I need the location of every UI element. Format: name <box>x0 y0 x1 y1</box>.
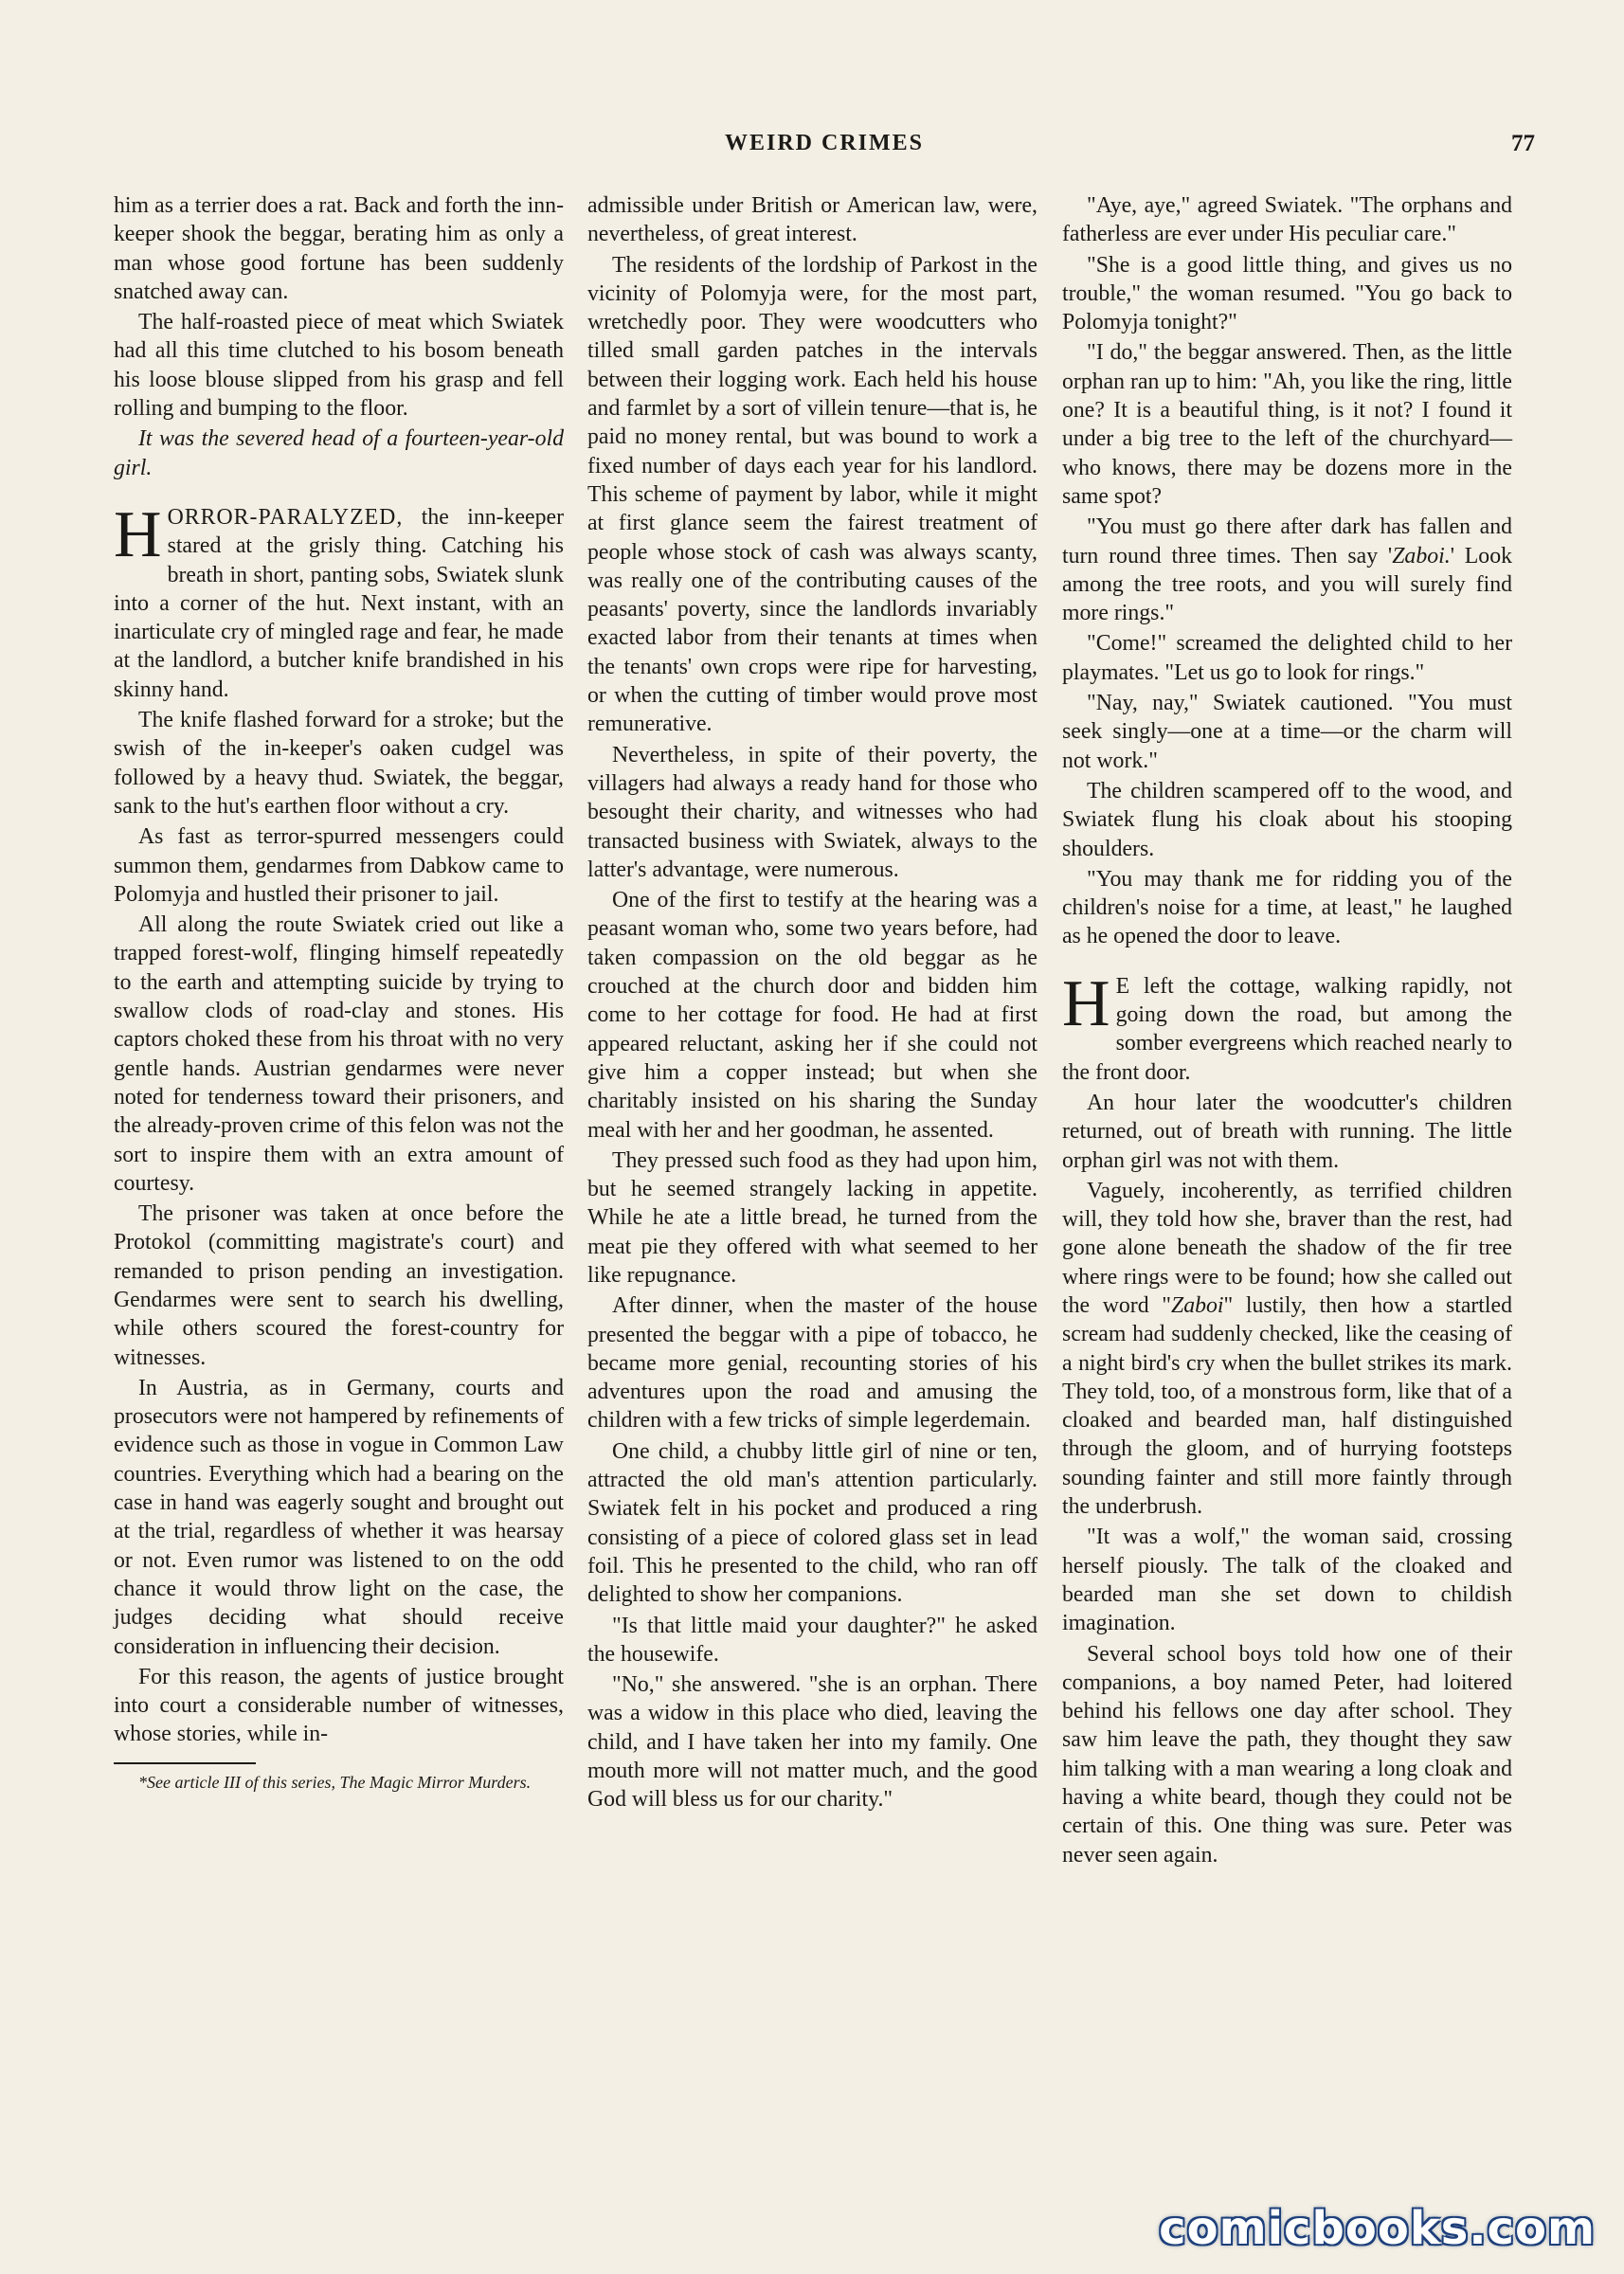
paragraph: Several school boys told how one of their companions, a boy named Peter, had loitered behind his fellows one day after school. They saw him leave the path, they thought they saw him talking with a man wearing a long cloak and having a white beard, though they could not be certain of this. One thing was sure. Peter was never seen again. <box>1062 1641 1512 1868</box>
paragraph <box>1062 1177 1512 1522</box>
italic-word: Zaboi <box>1171 1292 1224 1318</box>
paragraph: "Aye, aye," agreed Swiatek. "The orphans and fatherless are ever under His peculiar care." <box>1062 193 1512 247</box>
paragraph: "No," she answered. "she is an orphan. There was a widow in this place who died, leaving the child, and I have taken her into my family. One mouth more will not matter much, and the good God will bless us for our charity." <box>587 1672 1038 1813</box>
paragraph-text: E left the cottage, walking rapidly, not going down the road, but among the somber evergreens which reached nearly to the front door. <box>1062 973 1512 1085</box>
drop-cap: H <box>114 497 162 571</box>
paragraph: All along the route Swiatek cried out like a trapped forest-wolf, flinging himself repeatedly to the earth and attempting suicide by trying to swallow clods of road-clay and stones. His captors choked these from his throat with no very gentle hands. Austrian gendarmes were never noted for tenderness toward their prisoners, and the already-proven crime of this felon was not the sort to inspire them with an extra amount of courtesy. <box>114 912 564 1196</box>
paragraph: "Nay, nay," Swiatek cautioned. "You must seek singly—one at a time—or the charm will not work." <box>1062 691 1512 773</box>
paragraph-text: Vaguely, incoherently, as terrified children will, they told how she, braver than the rest, had gone alone beneath the shadow of the fir tree where rings were to be found; how she called out the word " <box>1062 1178 1512 1318</box>
paragraph: Nevertheless, in spite of their poverty, the villagers had always a ready hand for those who besought their charity, and witnesses who had transacted business with Swiatek, always to the latter's advantage, were numerous. <box>587 742 1038 882</box>
paragraph-text: the inn-keeper stared at the grisly thing. Catching his breath in short, panting sobs, Swiatek slunk into a corner of the hut. Next instant, with an inarticulate cry of mingled rage and fear, he made at the landlord, a butcher knife brandished in his skinny hand. <box>114 504 564 702</box>
paragraph-text: ' Look among the tree roots, and you will surely find more rings." <box>1062 543 1513 626</box>
italic-word: Zaboi. <box>1392 543 1451 568</box>
paragraph: him as a terrier does a rat. Back and forth the inn-keeper shook the beggar, berating him as only a man whose good fortune has been suddenly snatched away can. <box>114 193 564 304</box>
paragraph: "She is a good little thing, and gives us no trouble," the woman resumed. "You go back to Polomyja tonight?" <box>1062 252 1512 335</box>
watermark-logo: comicbooks.com <box>1159 2202 1596 2255</box>
running-title: WEIRD CRIMES <box>724 131 925 155</box>
paragraph: One child, a chubby little girl of nine or ten, attracted the old man's attention particularly. Swiatek felt in his pocket and produced a ring consisting of a piece of colored glass set in lead foil. This he presented to the child, who ran off delighted to show her companions. <box>587 1438 1038 1608</box>
footnote-rule <box>114 1762 256 1764</box>
paragraph: After dinner, when the master of the house presented the beggar with a pipe of tobacco, he became more genial, recounting stories of his adventures upon the road and amusing the children with a few tricks of simple legerdemain. <box>587 1293 1038 1434</box>
paragraph: "You may thank me for ridding you of the children's noise for a time, at least," he laughed as he opened the door to leave. <box>1062 866 1512 949</box>
small-caps-lead: ORROR-PARALYZED, <box>167 504 404 530</box>
paragraph: An hour later the woodcutter's children returned, out of breath with running. The little orphan girl was not with them. <box>1062 1090 1512 1173</box>
paragraph: The knife flashed forward for a stroke; but the swish of the in-keeper's oaken cudgel was followed by a heavy thud. Swiatek, the beggar, sank to the hut's earthen floor without a cry. <box>114 708 564 819</box>
page-number: 77 <box>1511 131 1535 156</box>
paragraph: admissible under British or American law, were, nevertheless, of great interest. <box>587 193 1038 247</box>
paragraph <box>1062 513 1512 627</box>
paragraph: As fast as terror-spurred messengers could summon them, gendarmes from Dabkow came to Polomyja and hustled their prisoner to jail. <box>114 824 564 907</box>
dropcap-paragraph <box>114 497 564 704</box>
paragraph: One of the first to testify at the hearing was a peasant woman who, some two years before, had taken compassion on the old beggar as he crouched at the church door and bidden him come to her cottage for food. He had at first appeared reluctant, asking her if she could not give him a copper instead; but when she charitably insisted on his sharing the Sunday meal with her and her goodman, he assented. <box>587 888 1038 1143</box>
paragraph: For this reason, the agents of justice brought into court a considerable number of witnesses, whose stories, while in- <box>114 1664 564 1747</box>
column-2 <box>587 191 1038 1816</box>
paragraph-text: " lustily, then how a startled scream had suddenly checked, like the ceasing of a night bird's cry when the bullet strikes its mark. They told, too, of a monstrous form, like that of a cloaked and bearded man, half distinguished through the gloom, and of hurrying footsteps sounding fainter and still more faintly through the underbrush. <box>1062 1292 1512 1520</box>
page-header <box>114 131 1535 169</box>
column-1 <box>114 191 564 1796</box>
footnote: *See article III of this series, The Magic Mirror Murders. <box>138 1772 532 1792</box>
paragraph: The half-roasted piece of meat which Swiatek had all this time clutched to his bosom beneath his loose blouse slipped from his grasp and fell rolling and bumping to the floor. <box>114 310 564 422</box>
paragraph: In Austria, as in Germany, courts and prosecutors were not hampered by refinements of evidence such as those in vogue in Common Law countries. Everything which had a bearing on the case in hand was eagerly sought and brought out at the trial, regardless of whether it was hearsay or not. Even rumor was listened to on the odd chance it would throw light on the case, the judges deciding what should receive consideration in influencing their decision. <box>114 1375 564 1659</box>
paragraph: "Come!" screamed the delighted child to her playmates. "Let us go to look for rings." <box>1062 631 1512 685</box>
paragraph: The residents of the lordship of Parkost in the vicinity of Polomyja were, for the most part, wretchedly poor. They were woodcutters who tilled small garden patches in the intervals between their logging work. Each held his house and farmlet by a sort of villein tenure—that is, he paid no money rental, but was bound to work a fixed number of days each year for his landlord. This scheme of payment by labor, while it might at first glance seem the fairest treatment of people whose stock of cash was always scanty, was really one of the contributing causes of the peasants' poverty, since the landlords invariably exacted labor from their tenants at times when the tenants' own crops were ripe for harvesting, or when the cutting of timber would prove most remunerative. <box>587 252 1038 737</box>
drop-cap: H <box>1062 966 1110 1040</box>
paragraph: The children scampered off to the wood, and Swiatek flung his cloak about his stooping shoulders. <box>1062 778 1512 861</box>
paragraph: "Is that little maid your daughter?" he asked the housewife. <box>587 1613 1038 1667</box>
paragraph: The prisoner was taken at once before the Protokol (committing magistrate's court) and remanded to prison pending an investigation. Gendarmes were sent to search his dwelling, while others scoured the forest-country for witnesses. <box>114 1201 564 1370</box>
paragraph: "It was a wolf," the woman said, crossing herself piously. The talk of the cloaked and bearded man she set down to childish imagination. <box>1062 1525 1512 1636</box>
column-3 <box>1062 191 1512 1871</box>
dropcap-paragraph <box>1062 966 1512 1087</box>
italic-paragraph: It was the severed head of a fourteen-year-old girl. <box>114 426 564 480</box>
paragraph: "I do," the beggar answered. Then, as the little orphan ran up to him: "Ah, you like the ring, little one? It is a beautiful thing, is it not? I found it under a big tree to the left of the churchyard—who knows, there may be dozens more in the same spot? <box>1062 340 1512 509</box>
paragraph: They pressed such food as they had upon him, but he seemed strangely lacking in appetite. While he ate a little bread, he turned from the meat pie they offered with what seemed to her like repugnance. <box>587 1147 1038 1288</box>
paragraph-text: "You must go there after dark has fallen and turn round three times. Then say ' <box>1062 514 1512 568</box>
